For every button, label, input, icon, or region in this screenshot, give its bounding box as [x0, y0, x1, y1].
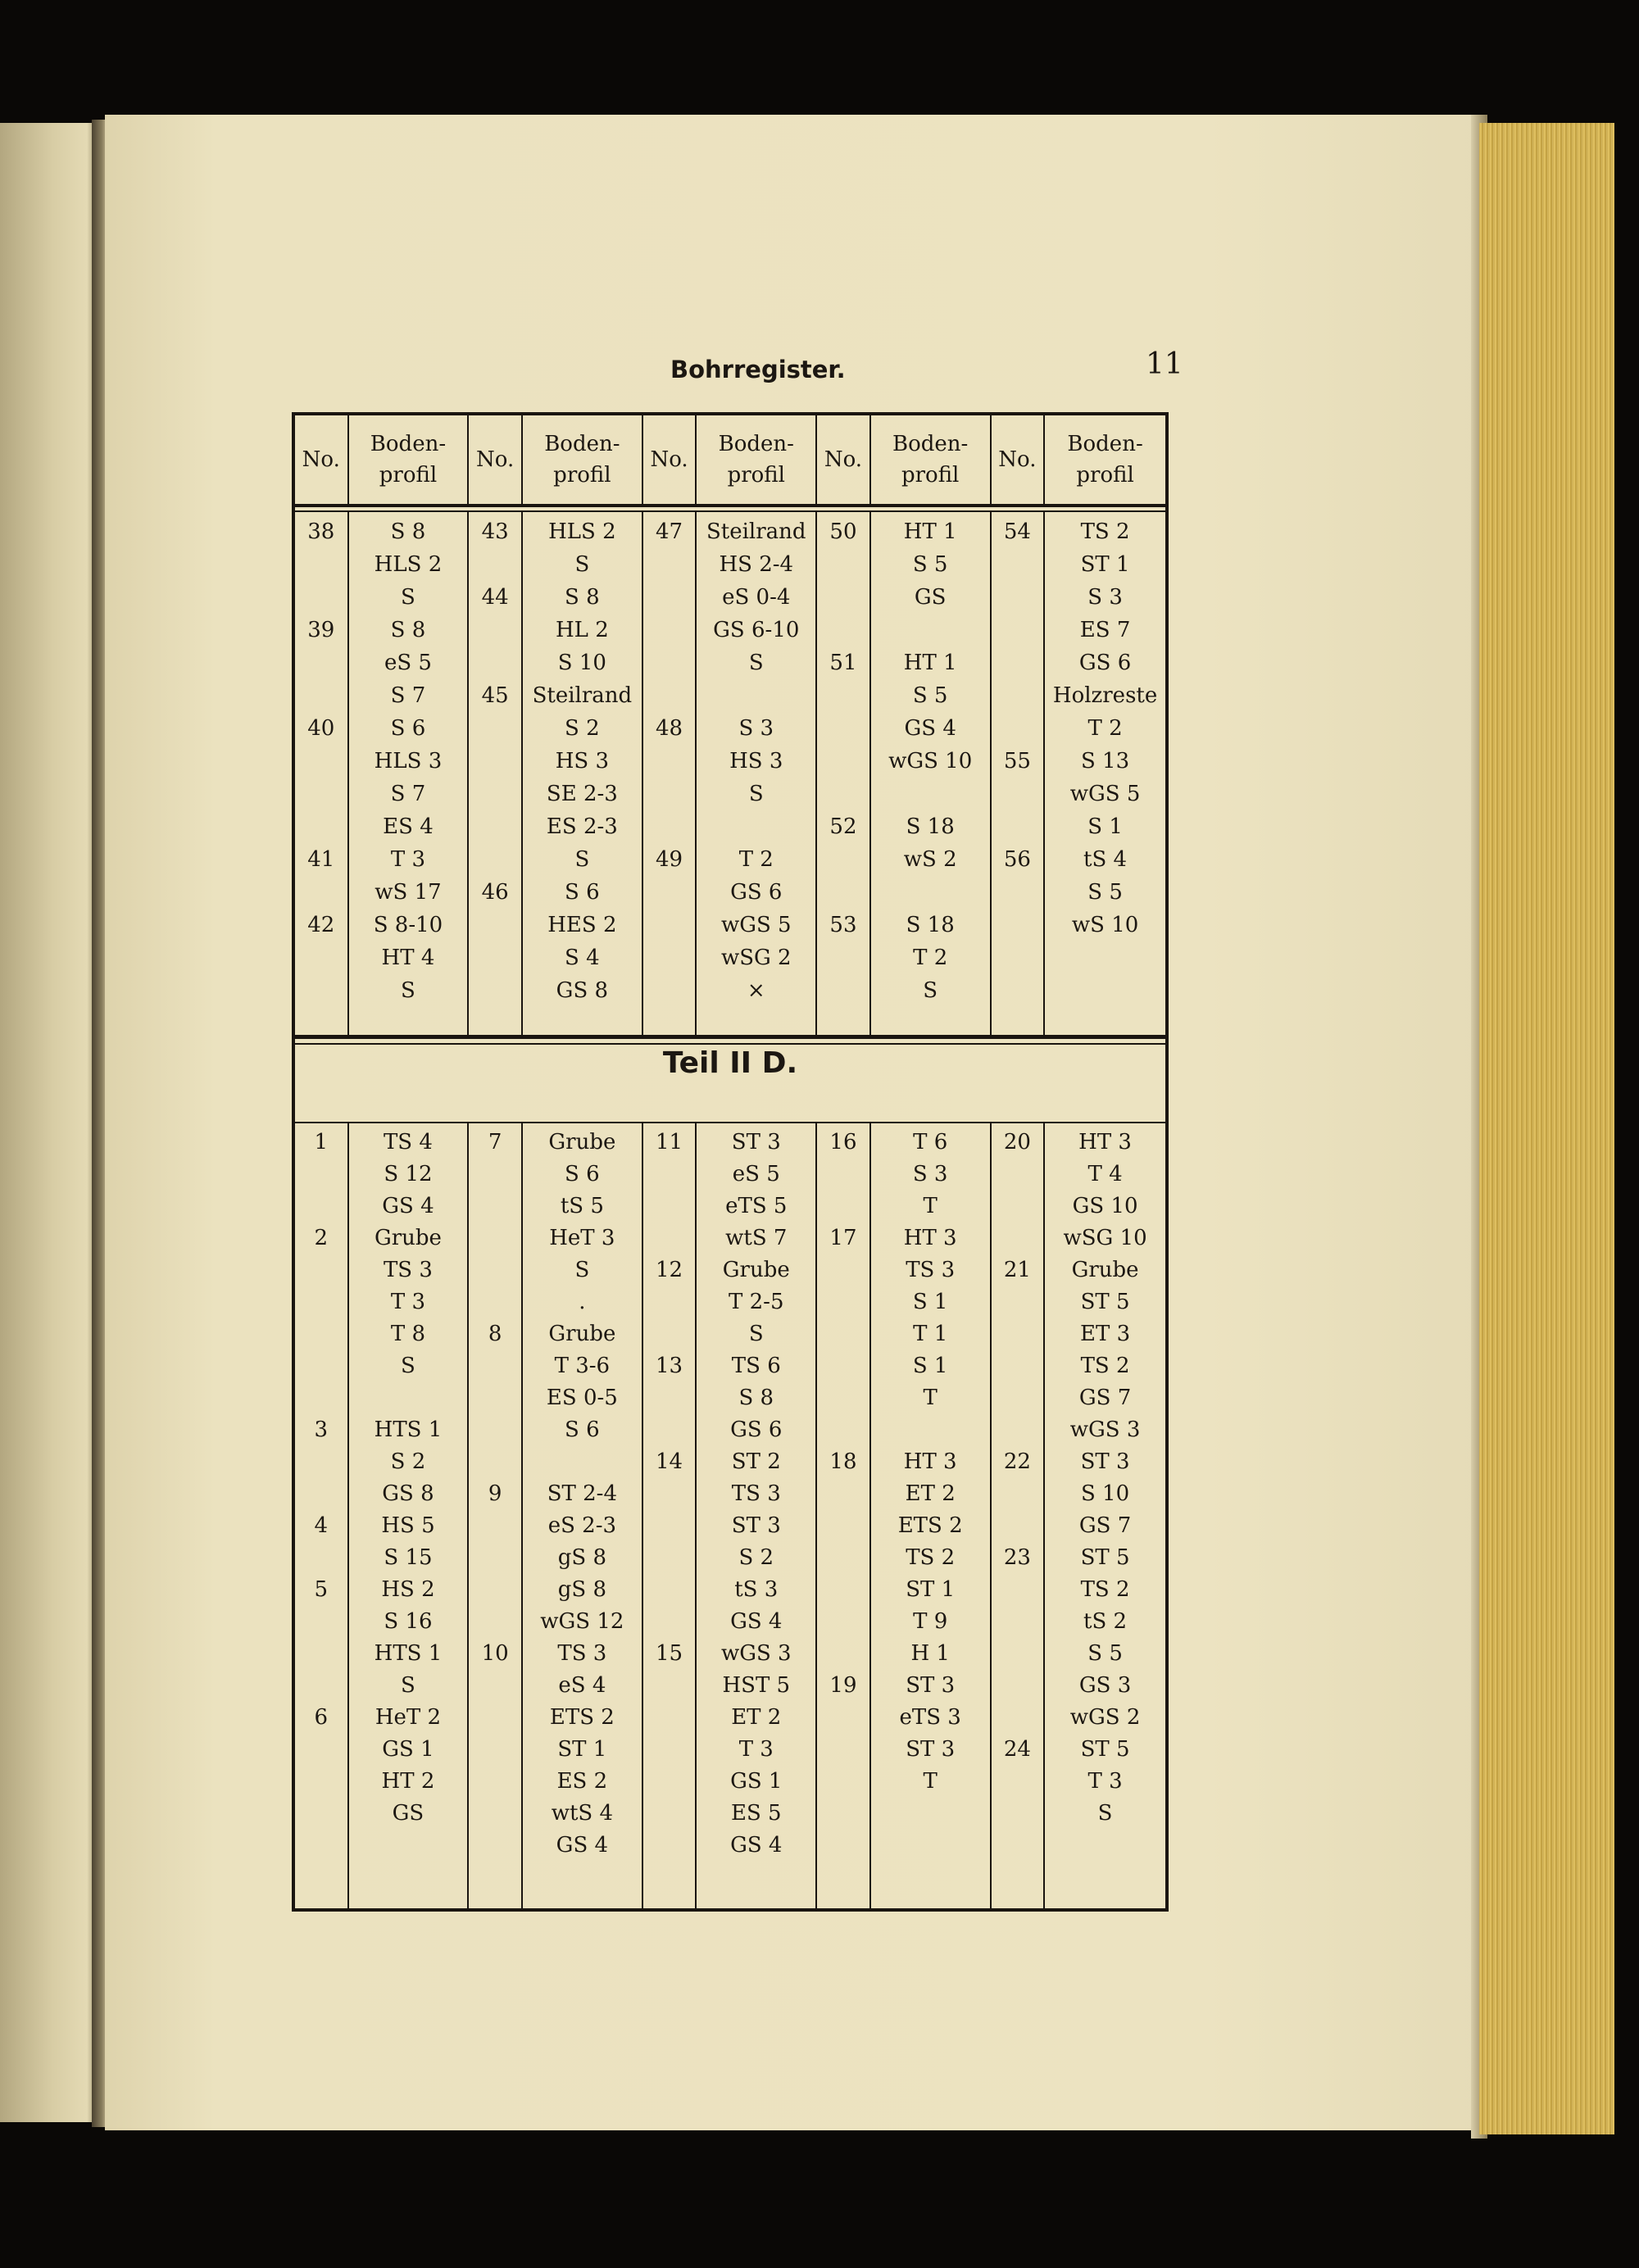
profile-entry: .: [579, 1290, 586, 1314]
profile-entry: HLS 3: [374, 749, 443, 773]
borehole-number: 51: [829, 651, 857, 675]
profile-entry: T 2: [913, 946, 948, 970]
borehole-number: 55: [1003, 749, 1031, 773]
profile-entry: ST 1: [906, 1577, 956, 1602]
profile-entry: S 8: [390, 618, 426, 642]
borehole-number: 44: [481, 585, 509, 610]
header-no: No.: [295, 415, 349, 504]
profile-entry: T 3: [1087, 1769, 1123, 1794]
profile-entry: S 6: [565, 880, 600, 905]
borehole-number: 20: [1003, 1130, 1031, 1154]
profile-entry: HT 1: [903, 651, 957, 675]
borehole-number: 53: [829, 913, 857, 937]
borehole-number: 23: [1003, 1545, 1031, 1570]
borehole-number: 41: [307, 847, 335, 872]
borehole-number: 22: [1003, 1449, 1031, 1474]
profile-entry: S 12: [384, 1162, 433, 1186]
profile-entry: S 2: [390, 1449, 426, 1474]
part-2-body: [295, 1122, 1165, 1910]
profile-entry: GS 7: [1078, 1513, 1132, 1538]
profile-entry: Grube: [374, 1226, 442, 1250]
profile-entry: tS 4: [1083, 847, 1128, 872]
profile-column: [523, 1123, 643, 1910]
profile-entry: ST 3: [906, 1673, 956, 1698]
profile-entry: HTS 1: [374, 1418, 443, 1442]
profile-entry: Holzreste: [1052, 683, 1158, 708]
profile-entry: T 1: [913, 1322, 948, 1346]
profile-entry: TS 2: [1080, 519, 1130, 544]
profile-entry: S: [574, 552, 590, 577]
profile-entry: S 2: [565, 716, 600, 741]
profile-entry: HeT 2: [375, 1705, 442, 1730]
profile-column: [1045, 1123, 1165, 1910]
profile-entry: S: [748, 651, 764, 675]
profile-entry: T 3-6: [554, 1354, 611, 1378]
header-no: No.: [992, 415, 1046, 504]
profile-entry: ST 5: [1080, 1545, 1130, 1570]
profile-entry: S 4: [565, 946, 600, 970]
profile-column: [871, 1123, 992, 1910]
profile-entry: S 5: [1087, 1641, 1123, 1666]
borehole-number: 9: [488, 1481, 502, 1506]
header-profile-text: Boden- profil: [370, 432, 447, 488]
profile-column: [349, 1123, 470, 1910]
header-no: No.: [643, 415, 697, 504]
header-profile: [349, 415, 470, 504]
borehole-number: 47: [656, 519, 683, 544]
profile-entry: ES 7: [1079, 618, 1131, 642]
header-no: No.: [469, 415, 523, 504]
profile-entry: S 6: [565, 1418, 600, 1442]
profile-entry: S 6: [565, 1162, 600, 1186]
profile-entry: S 16: [384, 1609, 433, 1634]
profile-entry: GS 6: [730, 1418, 783, 1442]
profile-entry: eS 0-4: [722, 585, 791, 610]
profile-entry: GS 3: [1078, 1673, 1132, 1698]
profile-entry: T 3: [738, 1737, 774, 1762]
profile-entry: eTS 3: [899, 1705, 961, 1730]
profile-entry: eS 5: [384, 651, 432, 675]
profile-entry: T: [923, 1386, 938, 1410]
number-column: [817, 512, 871, 1035]
header-profile: [871, 415, 992, 504]
number-column: [817, 1123, 871, 1910]
profile-entry: eS 4: [558, 1673, 606, 1698]
profile-entry: eS 2-3: [547, 1513, 617, 1538]
profile-entry: GS 4: [382, 1194, 434, 1218]
profile-entry: S: [401, 585, 415, 610]
profile-entry: Grube: [1071, 1258, 1139, 1282]
profile-entry: gS 8: [557, 1577, 606, 1602]
profile-entry: HS 2: [381, 1577, 435, 1602]
profile-column: [697, 512, 817, 1035]
profile-entry: S 8: [565, 585, 600, 610]
profile-entry: ST 3: [731, 1130, 781, 1154]
profile-entry: wGS 12: [540, 1609, 624, 1634]
profile-entry: H 1: [910, 1641, 950, 1666]
number-column: [295, 512, 349, 1035]
profile-entry: ET 2: [905, 1481, 956, 1506]
header-profile: [523, 415, 643, 504]
profile-column: [349, 512, 470, 1035]
profile-entry: GS 6-10: [713, 618, 800, 642]
profile-entry: wGS 3: [720, 1641, 792, 1666]
profile-entry: S: [574, 1258, 590, 1282]
borehole-number: 21: [1003, 1258, 1031, 1282]
profile-entry: S 6: [390, 716, 426, 741]
profile-entry: S 18: [906, 913, 955, 937]
borehole-number: 18: [829, 1449, 857, 1474]
borehole-number: 14: [656, 1449, 683, 1474]
profile-entry: S 7: [390, 782, 426, 806]
profile-entry: Steilrand: [706, 519, 806, 544]
number-column: [643, 512, 697, 1035]
profile-entry: T 4: [1087, 1162, 1123, 1186]
profile-entry: S 13: [1080, 749, 1130, 773]
profile-entry: GS 8: [556, 978, 609, 1003]
profile-column: [871, 512, 992, 1035]
borehole-number: 54: [1003, 519, 1031, 544]
profile-entry: S: [574, 847, 590, 872]
profile-entry: GS: [914, 585, 947, 610]
header-profile-text: Boden- profil: [1067, 432, 1143, 488]
profile-entry: Grube: [548, 1322, 616, 1346]
profile-column: [523, 512, 643, 1035]
profile-entry: S: [923, 978, 938, 1003]
profile-entry: TS 3: [557, 1641, 607, 1666]
profile-entry: S 3: [912, 1162, 948, 1186]
profile-entry: TS 3: [906, 1258, 956, 1282]
profile-entry: ET 3: [1080, 1322, 1131, 1346]
profile-entry: S 5: [912, 552, 948, 577]
profile-entry: wGS 10: [888, 749, 973, 773]
borehole-number: 1: [314, 1130, 329, 1154]
profile-entry: TS 2: [1080, 1354, 1130, 1378]
profile-entry: GS 1: [382, 1737, 434, 1762]
profile-entry: wGS 2: [1069, 1705, 1141, 1730]
profile-entry: T 6: [913, 1130, 948, 1154]
profile-entry: TS 6: [731, 1354, 781, 1378]
part-1-body: [295, 512, 1165, 1039]
profile-column: [697, 1123, 817, 1910]
borehole-number: 3: [314, 1418, 329, 1442]
profile-entry: wSG 2: [720, 946, 792, 970]
profile-entry: S 1: [1087, 814, 1123, 839]
profile-entry: ST 3: [731, 1513, 781, 1538]
borehole-number: 39: [307, 618, 335, 642]
borehole-number: 42: [307, 913, 335, 937]
borehole-number: 48: [656, 716, 683, 741]
profile-entry: S 5: [912, 683, 948, 708]
profile-entry: SE 2-3: [546, 782, 618, 806]
profile-entry: wGS 5: [1069, 782, 1141, 806]
header-profile-text: Boden- profil: [892, 432, 969, 488]
profile-entry: HS 3: [729, 749, 783, 773]
profile-entry: tS 5: [560, 1194, 604, 1218]
profile-entry: S 8: [390, 519, 426, 544]
profile-entry: HS 2-4: [719, 552, 794, 577]
profile-entry: wtS 7: [725, 1226, 788, 1250]
profile-entry: S 1: [912, 1290, 948, 1314]
profile-entry: S: [748, 1322, 764, 1346]
profile-entry: tS 2: [1083, 1609, 1128, 1634]
profile-entry: ST 1: [557, 1737, 607, 1762]
borehole-number: 13: [656, 1354, 683, 1378]
profile-entry: gS 8: [557, 1545, 606, 1570]
borehole-number: 2: [314, 1226, 329, 1250]
profile-entry: wGS 3: [1069, 1418, 1141, 1442]
profile-entry: wS 17: [375, 880, 442, 905]
profile-entry: GS 1: [730, 1769, 783, 1794]
profile-entry: S 8: [738, 1386, 774, 1410]
borehole-register-table: [292, 412, 1169, 1912]
profile-entry: T 2-5: [729, 1290, 784, 1314]
borehole-number: 16: [829, 1130, 857, 1154]
profile-entry: TS 3: [731, 1481, 781, 1506]
profile-entry: ST 5: [1080, 1737, 1130, 1762]
profile-entry: ES 2: [556, 1769, 608, 1794]
profile-entry: GS 4: [730, 1833, 783, 1857]
profile-entry: GS 6: [730, 880, 783, 905]
borehole-number: 12: [656, 1258, 683, 1282]
profile-entry: HT 2: [381, 1769, 435, 1794]
profile-entry: Grube: [548, 1130, 616, 1154]
left-page-edge: [0, 123, 97, 2122]
profile-entry: S: [401, 978, 415, 1003]
profile-entry: S: [401, 1673, 415, 1698]
header-no: No.: [817, 415, 871, 504]
profile-entry: ES 4: [383, 814, 434, 839]
profile-entry: HT 3: [1078, 1130, 1132, 1154]
borehole-number: 6: [314, 1705, 329, 1730]
profile-entry: HeT 3: [549, 1226, 615, 1250]
borehole-number: 40: [307, 716, 335, 741]
profile-entry: ET 2: [731, 1705, 782, 1730]
number-column: [992, 1123, 1046, 1910]
profile-entry: ETS 2: [897, 1513, 963, 1538]
profile-entry: Steilrand: [532, 683, 633, 708]
profile-entry: wS 10: [1071, 913, 1139, 937]
profile-column: [1045, 512, 1165, 1035]
profile-entry: TS 2: [906, 1545, 956, 1570]
profile-entry: GS 4: [904, 716, 956, 741]
profile-entry: S 1: [912, 1354, 948, 1378]
profile-entry: S 10: [557, 651, 606, 675]
profile-entry: TS 3: [383, 1258, 433, 1282]
number-column: [469, 1123, 523, 1910]
profile-entry: S 5: [1087, 880, 1123, 905]
profile-entry: T: [923, 1194, 938, 1218]
profile-entry: ST 3: [906, 1737, 956, 1762]
profile-entry: GS 8: [382, 1481, 434, 1506]
borehole-number: 24: [1003, 1737, 1031, 1762]
profile-entry: GS 6: [1078, 651, 1132, 675]
profile-entry: S 15: [384, 1545, 433, 1570]
profile-entry: GS 4: [730, 1609, 783, 1634]
profile-entry: ETS 2: [549, 1705, 615, 1730]
profile-entry: GS 4: [556, 1833, 609, 1857]
profile-entry: ×: [747, 978, 765, 1003]
borehole-number: 43: [481, 519, 509, 544]
profile-entry: S 8-10: [373, 913, 443, 937]
profile-entry: S 3: [738, 716, 774, 741]
profile-entry: wS 2: [903, 847, 957, 872]
profile-entry: HS 5: [381, 1513, 435, 1538]
profile-entry: Grube: [722, 1258, 790, 1282]
profile-entry: eS 5: [732, 1162, 780, 1186]
profile-entry: T: [923, 1769, 938, 1794]
profile-entry: S: [401, 1354, 415, 1378]
profile-entry: wSG 10: [1063, 1226, 1147, 1250]
profile-entry: HL 2: [555, 618, 609, 642]
borehole-number: 46: [481, 880, 509, 905]
profile-entry: S 10: [1080, 1481, 1130, 1506]
header-profile-text: Boden- profil: [718, 432, 794, 488]
profile-entry: ES 2-3: [546, 814, 618, 839]
borehole-number: 38: [307, 519, 335, 544]
profile-entry: S: [1097, 1801, 1113, 1826]
borehole-number: 15: [656, 1641, 683, 1666]
borehole-number: 50: [829, 519, 857, 544]
borehole-number: 10: [481, 1641, 509, 1666]
borehole-number: 19: [829, 1673, 857, 1698]
profile-entry: T 9: [913, 1609, 948, 1634]
profile-entry: HT 4: [381, 946, 435, 970]
header-profile-text: Boden- profil: [544, 432, 620, 488]
borehole-number: 8: [488, 1322, 502, 1346]
section-title: Teil II D.: [662, 1046, 798, 1080]
profile-entry: HT 3: [903, 1226, 957, 1250]
profile-entry: HTS 1: [374, 1641, 443, 1666]
profile-entry: GS: [392, 1801, 425, 1826]
profile-entry: ST 2: [731, 1449, 781, 1474]
profile-entry: TS 4: [383, 1130, 433, 1154]
profile-entry: HLS 2: [374, 552, 443, 577]
profile-entry: ES 0-5: [546, 1386, 618, 1410]
borehole-number: 49: [656, 847, 683, 872]
number-column: [295, 1123, 349, 1910]
profile-entry: S 3: [1087, 585, 1123, 610]
borehole-number: 52: [829, 814, 857, 839]
header-profile: [1045, 415, 1165, 504]
profile-entry: T 2: [738, 847, 774, 872]
borehole-number: 7: [488, 1130, 502, 1154]
profile-entry: HST 5: [722, 1673, 791, 1698]
borehole-number: 56: [1003, 847, 1031, 872]
profile-entry: T 2: [1087, 716, 1123, 741]
page-number: 11: [1146, 347, 1183, 381]
profile-entry: HLS 2: [548, 519, 616, 544]
borehole-number: 5: [314, 1577, 329, 1602]
profile-entry: HS 3: [555, 749, 610, 773]
borehole-number: 4: [314, 1513, 329, 1538]
profile-entry: S 18: [906, 814, 955, 839]
profile-entry: T 8: [390, 1322, 426, 1346]
number-column: [992, 512, 1046, 1035]
profile-entry: T 3: [390, 1290, 426, 1314]
profile-entry: GS 10: [1072, 1194, 1138, 1218]
profile-entry: T 3: [390, 847, 426, 872]
profile-entry: ST 3: [1080, 1449, 1130, 1474]
number-column: [469, 512, 523, 1035]
profile-entry: ST 2-4: [547, 1481, 618, 1506]
profile-entry: ES 5: [730, 1801, 782, 1826]
profile-entry: HES 2: [547, 913, 617, 937]
profile-entry: S 7: [390, 683, 426, 708]
profile-entry: wGS 5: [720, 913, 792, 937]
running-head: Bohrregister.: [670, 356, 846, 383]
profile-entry: ST 5: [1080, 1290, 1130, 1314]
profile-entry: S 2: [738, 1545, 774, 1570]
profile-entry: TS 2: [1080, 1577, 1130, 1602]
profile-entry: S: [748, 782, 764, 806]
page-block-edge: [1479, 123, 1614, 2134]
table-header-row: [295, 415, 1165, 507]
profile-entry: tS 3: [734, 1577, 779, 1602]
profile-entry: wtS 4: [551, 1801, 614, 1826]
borehole-number: 45: [481, 683, 509, 708]
profile-entry: HT 3: [903, 1449, 957, 1474]
profile-entry: eTS 5: [725, 1194, 788, 1218]
profile-entry: ST 1: [1080, 552, 1130, 577]
number-column: [643, 1123, 697, 1910]
borehole-number: 17: [829, 1226, 857, 1250]
borehole-number: 11: [656, 1130, 683, 1154]
header-profile: [697, 415, 817, 504]
profile-entry: GS 7: [1078, 1386, 1132, 1410]
profile-entry: HT 1: [903, 519, 957, 544]
